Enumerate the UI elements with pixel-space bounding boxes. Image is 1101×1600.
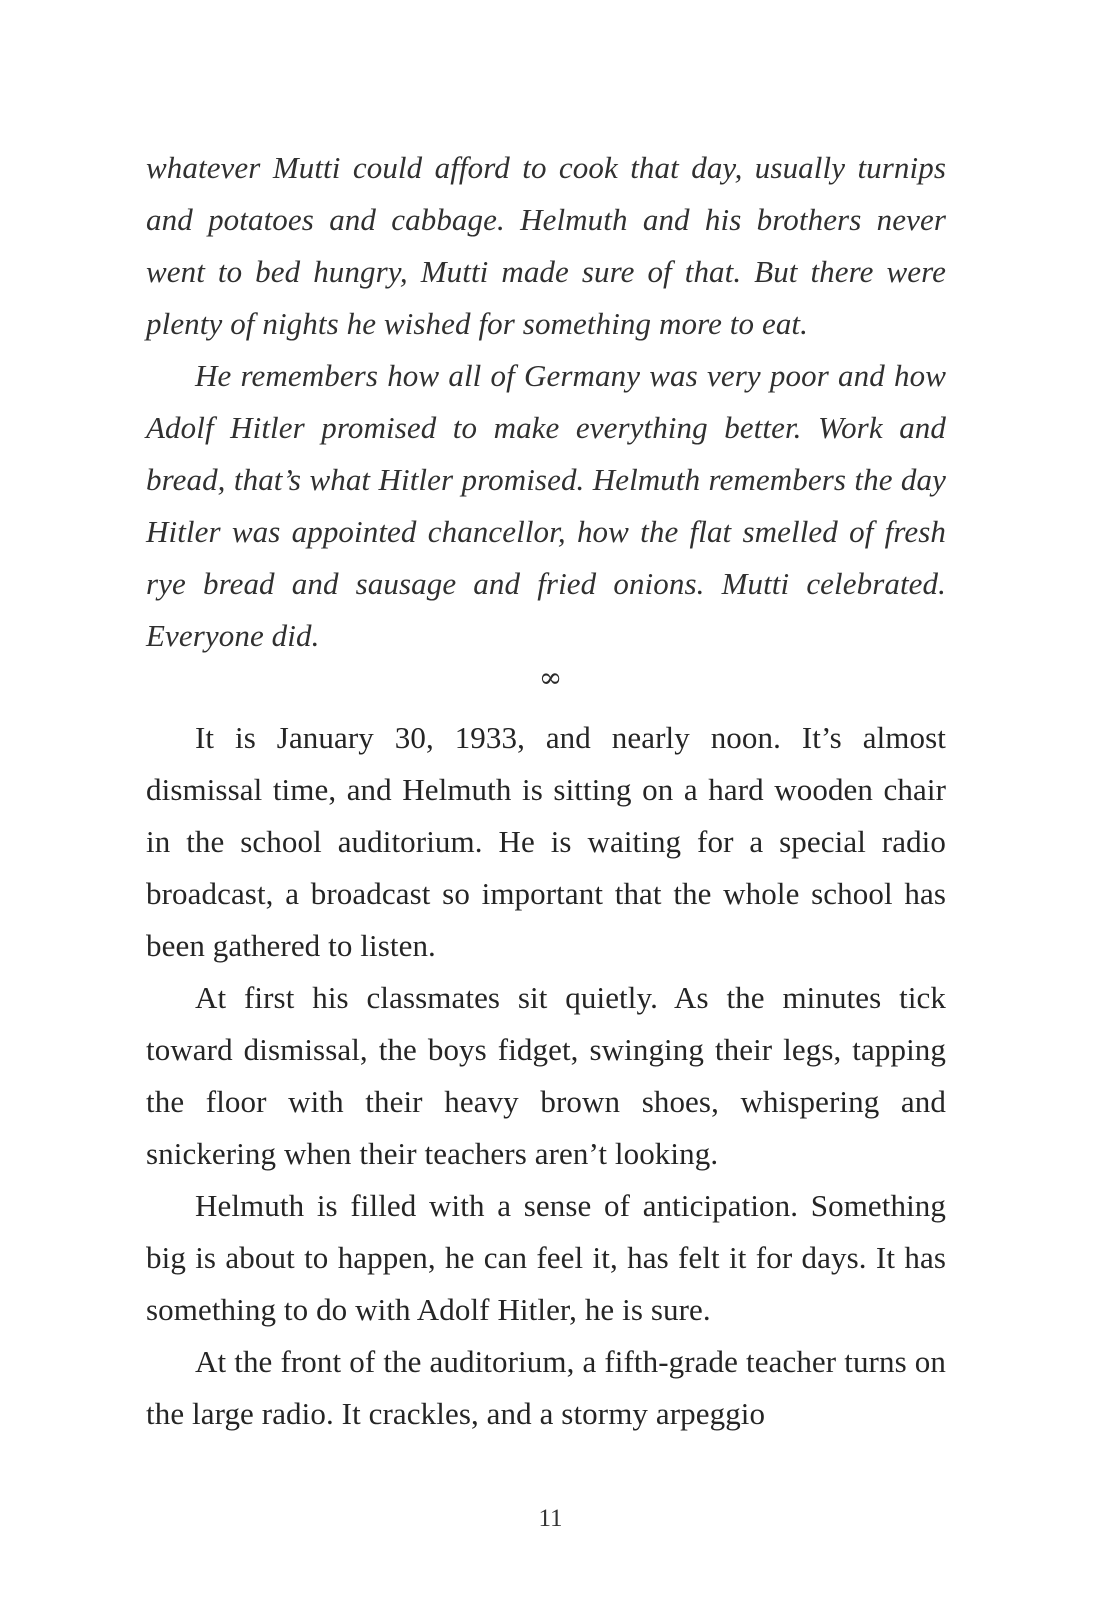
italic-flashback-section (146, 142, 946, 662)
section-break-infinity-symbol: ∞ (538, 661, 563, 694)
main-narrative-section (146, 712, 946, 1440)
italic-paragraph-2: He remembers how all of Germany was very poor and how Adolf Hitler promised to make everything better. Work and bread, that’s what Hitler promised. Helmuth remembers the day Hitler was appointed chancellor, how the flat smelled of fresh rye bread and sausage and fried onions. Mutti celebrated. Everyone did. (146, 358, 946, 653)
paragraph-4: At the front of the auditorium, a fifth-grade teacher turns on the large radio. It crackles, and a stormy arpeggio (146, 1344, 946, 1431)
paragraph-2: At first his classmates sit quietly. As the minutes tick toward dismissal, the boys fidget, swinging their legs, tapping the floor with their heavy brown shoes, whispering and snickering when their teachers aren’t looking. (146, 980, 946, 1171)
italic-paragraph-1: whatever Mutti could afford to cook that day, usually turnips and potatoes and cabbage. Helmuth and his brothers never went to bed hungry, Mutti made sure of that. But there were plenty of nights he wished for something more to eat. (146, 150, 946, 341)
page-number: 11 (538, 1505, 563, 1532)
paragraph-1: It is January 30, 1933, and nearly noon. It’s almost dismissal time, and Helmuth is sitting on a hard wooden chair in the school auditorium. He is waiting for a special radio broadcast, a broadcast so important that the whole school has been gathered to listen. (146, 720, 946, 963)
paragraph-3: Helmuth is filled with a sense of anticipation. Something big is about to happen, he can feel it, has felt it for days. It has something to do with Adolf Hitler, he is sure. (146, 1188, 946, 1327)
